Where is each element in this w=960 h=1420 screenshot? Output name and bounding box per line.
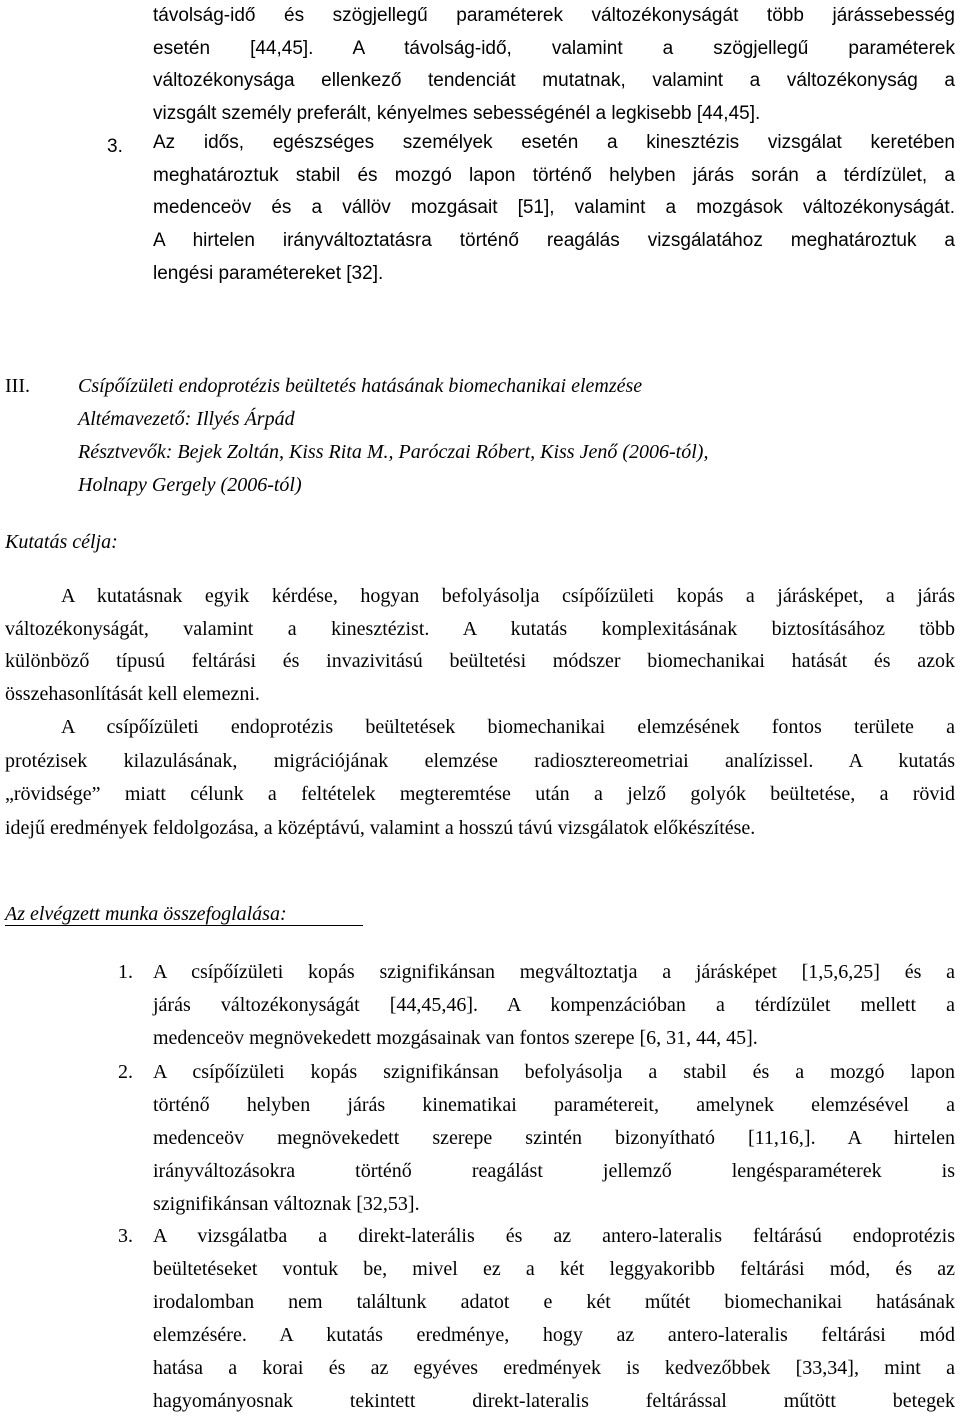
list-number: 3. [107,136,123,157]
text-line: „rövidsége” miatt célunk a feltételek megteremtése után a jelző golyók beültetése, a rövid [5,783,955,806]
text-line: elemzésére. A kutatás eredménye, hogy az antero-lateralis feltárási mód [153,1324,955,1346]
text-line: hatása a korai és az egyéves eredmények is kedvezőbbek [33,34], mint a [153,1357,955,1379]
summary-item-2 [153,1056,955,1221]
text-line: szignifikánsan változnak [32,53]. [153,1193,420,1215]
section-title: Csípőízületi endoprotézis beültetés hatásának biomechanikai elemzése [78,375,643,397]
continuation-paragraph [153,0,955,130]
text-line: változékonysága ellenkező tendenciát mutatnak, valamint a változékonyság a [153,70,955,91]
text-line: meghatároztuk stabil és mozgó lapon történő helyben járás során a térdízület, a [153,164,955,186]
text-line: változékonyságát, valamint a kinesztézist. A kutatás komplexitásának biztosításához több [5,617,955,640]
participants-line: Holnapy Gergely (2006-tól) [78,474,302,496]
summary-heading-text: Az elvégzett munka összefoglalása: [5,898,363,931]
subleader-line: Altémavezető: Illyés Árpád [78,408,295,430]
text-line: idejű eredmények feldolgozása, a középtávú, valamint a hosszú távú vizsgálatok előkészítése. [5,817,756,840]
summary-heading [5,898,363,931]
text-line: A csípőízületi kopás szignifikánsan megváltoztatja a járásképet [1,5,6,25] és a [153,961,955,983]
text-line: A hirtelen irányváltoztatásra történő reagálás vizsgálatához meghatároztuk a [153,230,955,252]
aim-label: Kutatás célja: [5,531,118,553]
text-line: beültetéseket vontuk be, mivel ez a két leggyakoribb feltárási mód, és az [153,1258,955,1280]
text-line: lengési paramétereket [32]. [153,262,384,284]
text-line: A csípőízületi kopás szignifikánsan befolyásolja a stabil és a mozgó lapon [153,1061,955,1083]
text-line: medenceöv megnövekedett szerepe szintén bizonyítható [11,16,]. A hirtelen [153,1127,955,1149]
text-line: medenceöv megnövekedett mozgásainak van fontos szerepe [6, 31, 44, 45]. [153,1027,758,1049]
list-item-text [153,127,955,290]
section-heading [78,370,938,502]
text-line: irodalomban nem találtunk adatot e két műtét biomechanikai hatásának [153,1291,955,1313]
text-line: A csípőízületi endoprotézis beültetések biomechanikai elemzésének fontos területe a [61,716,955,738]
text-line: távolság-idő és szögjellegű paraméterek változékonyságát több járássebesség [153,5,955,26]
text-line: protézisek kilazulásának, migrációjának elemzése radiosztereometriai analízissel. A kutatás [5,749,955,772]
summary-item-3 [153,1220,955,1418]
text-line: járás változékonyságát [44,45,46]. A kompenzációban a térdízület mellett a [153,994,955,1016]
text-line: Az idős, egészséges személyek esetén a kinesztézis vizsgálat keretében [153,132,955,153]
text-line: hagyományosnak tekintett direkt-lateralis feltárással műtött betegek [153,1390,955,1412]
text-line: vizsgált személy preferált, kényelmes sebességénél a legkisebb [44,45]. [153,102,761,124]
text-line: különböző típusú feltárási és invazivitású beültetési módszer biomechanikai hatását és azok [5,650,955,673]
text-line: történő helyben járás kinematikai paramétereit, amelynek elemzésével a [153,1094,955,1116]
list-number: 1. [118,961,133,983]
text-line: A kutatásnak egyik kérdése, hogyan befolyásolja csípőízületi kopás a járásképet, a járás [61,585,955,607]
section-number: III. [5,375,30,397]
text-line: A vizsgálatba a direkt-laterális és az antero-lateralis feltárású endoprotézis [153,1225,955,1247]
list-number: 3. [118,1225,133,1247]
aim-paragraph-2 [5,711,955,846]
text-line: esetén [44,45]. A távolság-idő, valamint a szögjellegű paraméterek [153,37,955,59]
participants-line: Résztvevők: Bejek Zoltán, Kiss Rita M., Paróczai Róbert, Kiss Jenő (2006-tól), [78,441,709,463]
text-line: irányváltozásokra történő reagálást jellemző lengésparaméterek is [153,1160,955,1182]
summary-item-1 [153,956,955,1055]
text-line: összehasonlítását kell elemezni. [5,682,260,705]
text-line: medenceöv és a vállöv mozgásait [51], valamint a mozgások változékonyságát. [153,197,955,219]
aim-paragraph-1 [5,580,955,710]
list-number: 2. [118,1061,133,1083]
